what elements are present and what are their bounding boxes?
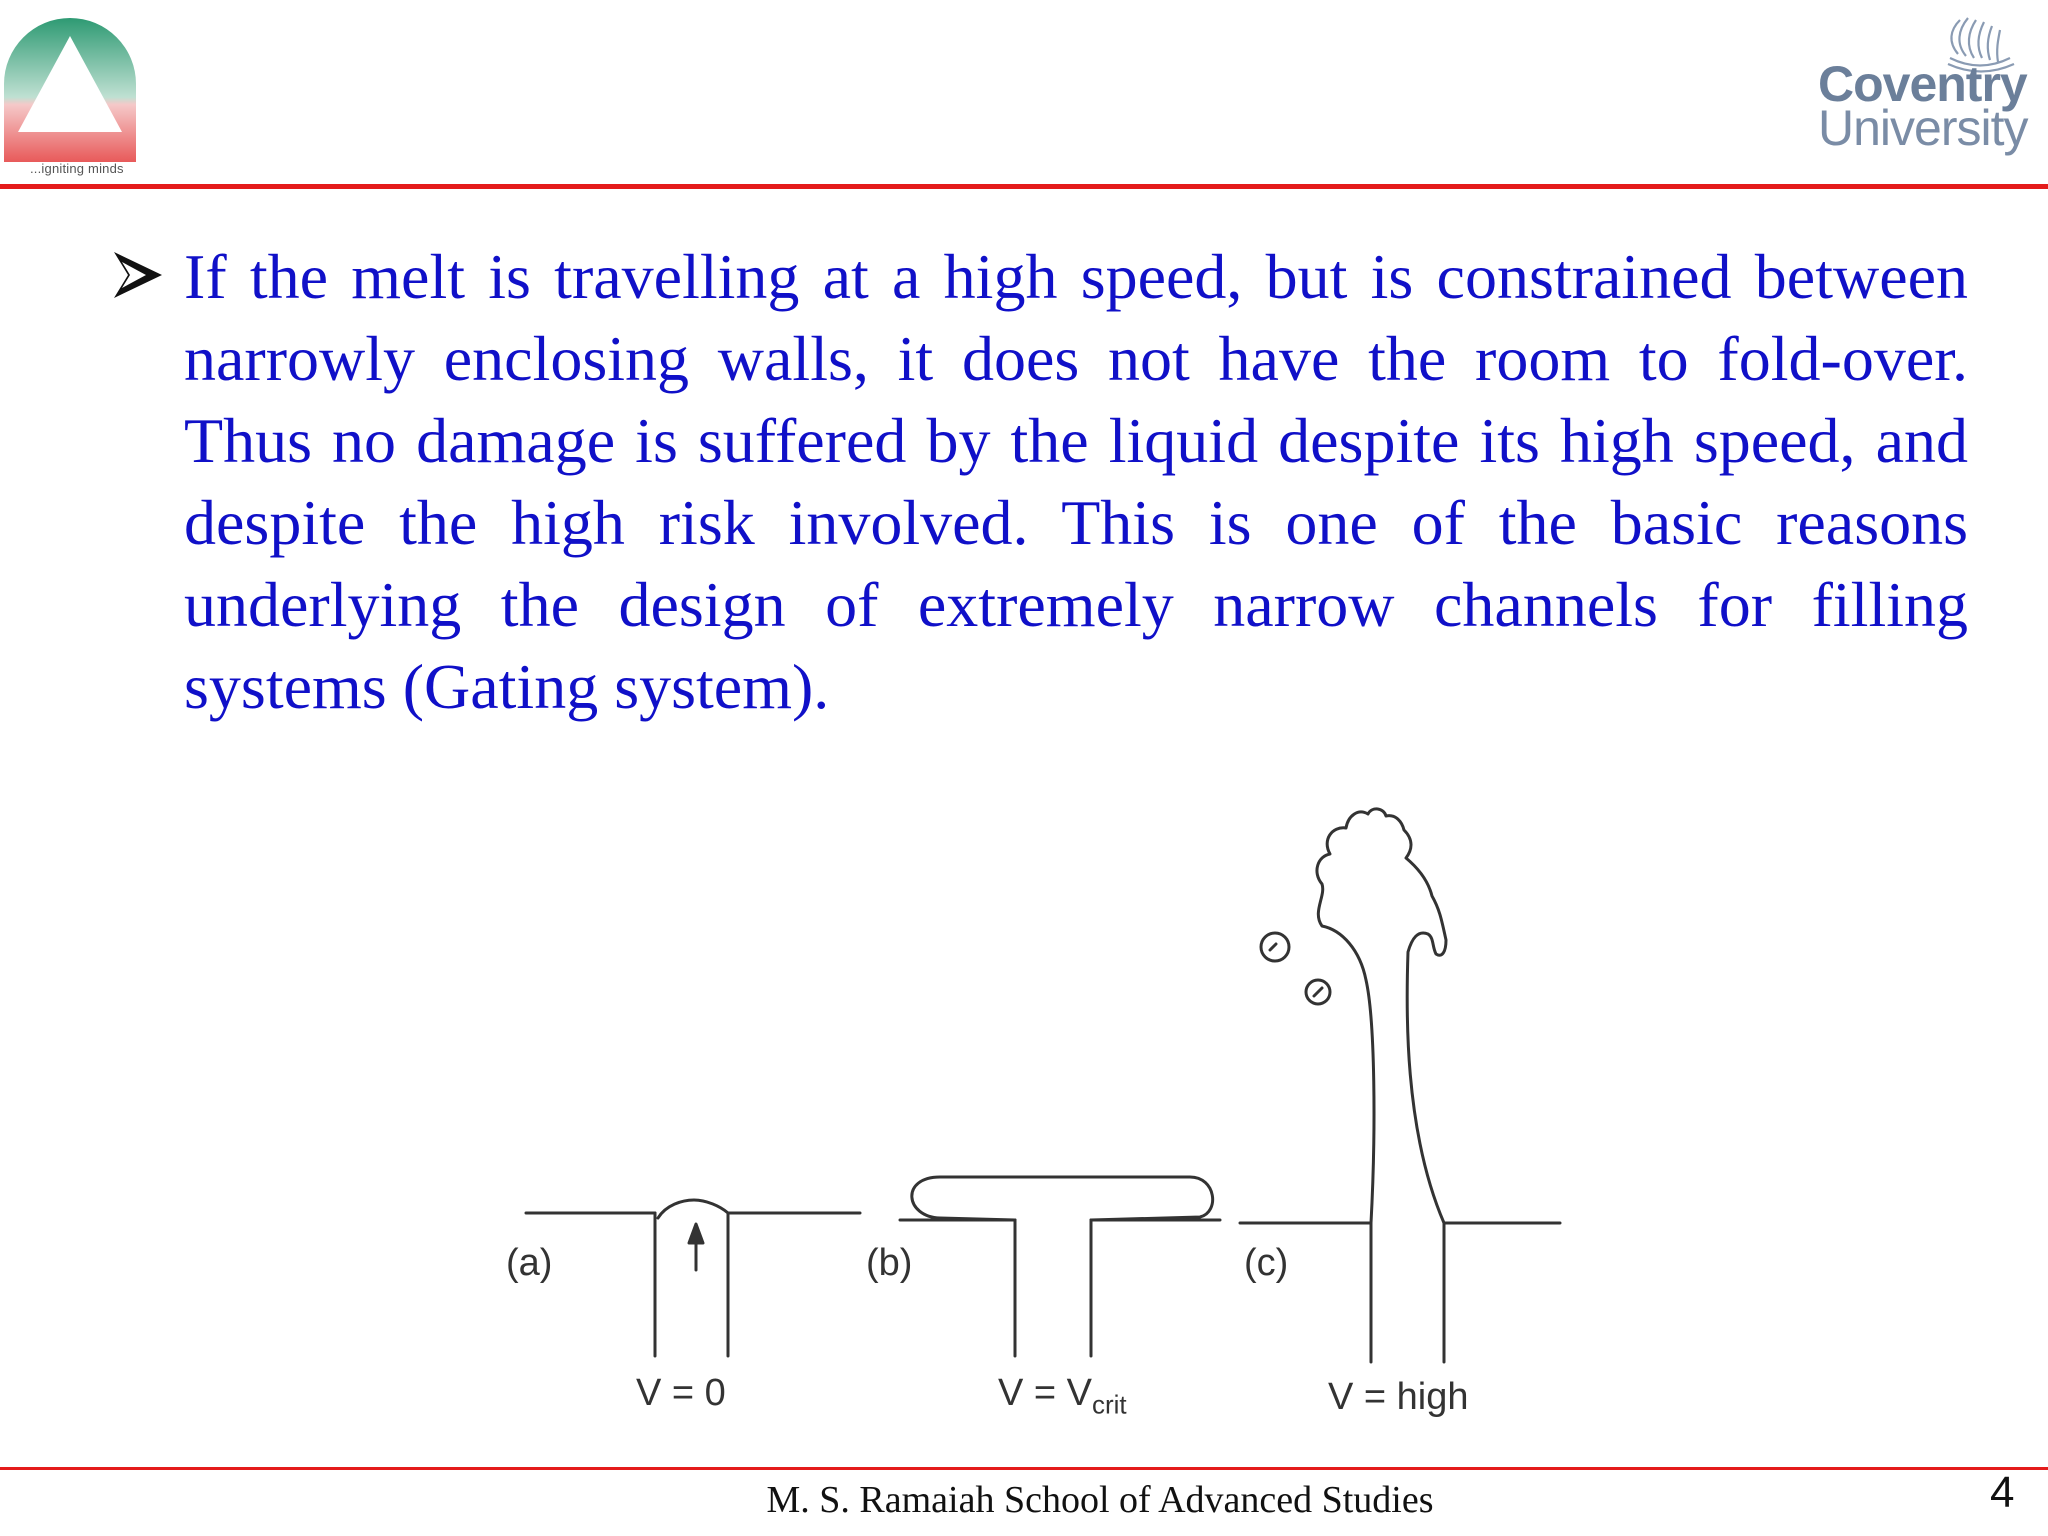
panel-c-jet [1317, 809, 1446, 1223]
footer-divider [0, 1467, 2048, 1470]
bullet-paragraph: If the melt is travelling at a high speed, but is constrained between narrowly enclosing walls, it does not have the room to fold-over. Thus no damage is suffered by the liquid despite its high speed, and despite the high risk involved. This is one of the basic reasons underlying the design of extremely narrow channels for filling systems (Gating system). [184, 241, 1968, 722]
ramaiah-logo-icon [0, 14, 140, 184]
panel-b-velocity-subscript: crit [1092, 1389, 1127, 1420]
panel-b-spread [912, 1177, 1213, 1220]
panel-c-droplet-1-mark [1270, 944, 1276, 950]
panel-c-velocity-label: V = high [1328, 1376, 1469, 1418]
panel-a-arrow-head [689, 1224, 703, 1243]
panel-b-label: (b) [866, 1242, 913, 1284]
panel-b-velocity-main: V = V [998, 1372, 1092, 1414]
panel-a-label: (a) [506, 1242, 553, 1284]
wordmark-line1: Coventry [1818, 56, 2027, 112]
coventry-university-wordmark [1818, 56, 2028, 156]
arrowhead-bullet-icon [110, 250, 166, 300]
page-number: 4 [1990, 1468, 2015, 1517]
panel-a-velocity-label: V = 0 [636, 1372, 726, 1414]
header-divider [0, 184, 2048, 189]
panel-b-velocity-label [998, 1372, 1127, 1421]
panel-c-label: (c) [1244, 1242, 1289, 1284]
melt-flow-figure [500, 800, 1570, 1430]
logo-tagline: ...igniting minds [30, 161, 124, 176]
panel-c-droplet-2-mark [1314, 988, 1322, 996]
melt-flow-diagram [500, 800, 1570, 1430]
footer-institution: M. S. Ramaiah School of Advanced Studies [766, 1479, 1434, 1521]
wordmark-line2: University [1818, 100, 2028, 156]
panel-a-meniscus [658, 1200, 728, 1218]
